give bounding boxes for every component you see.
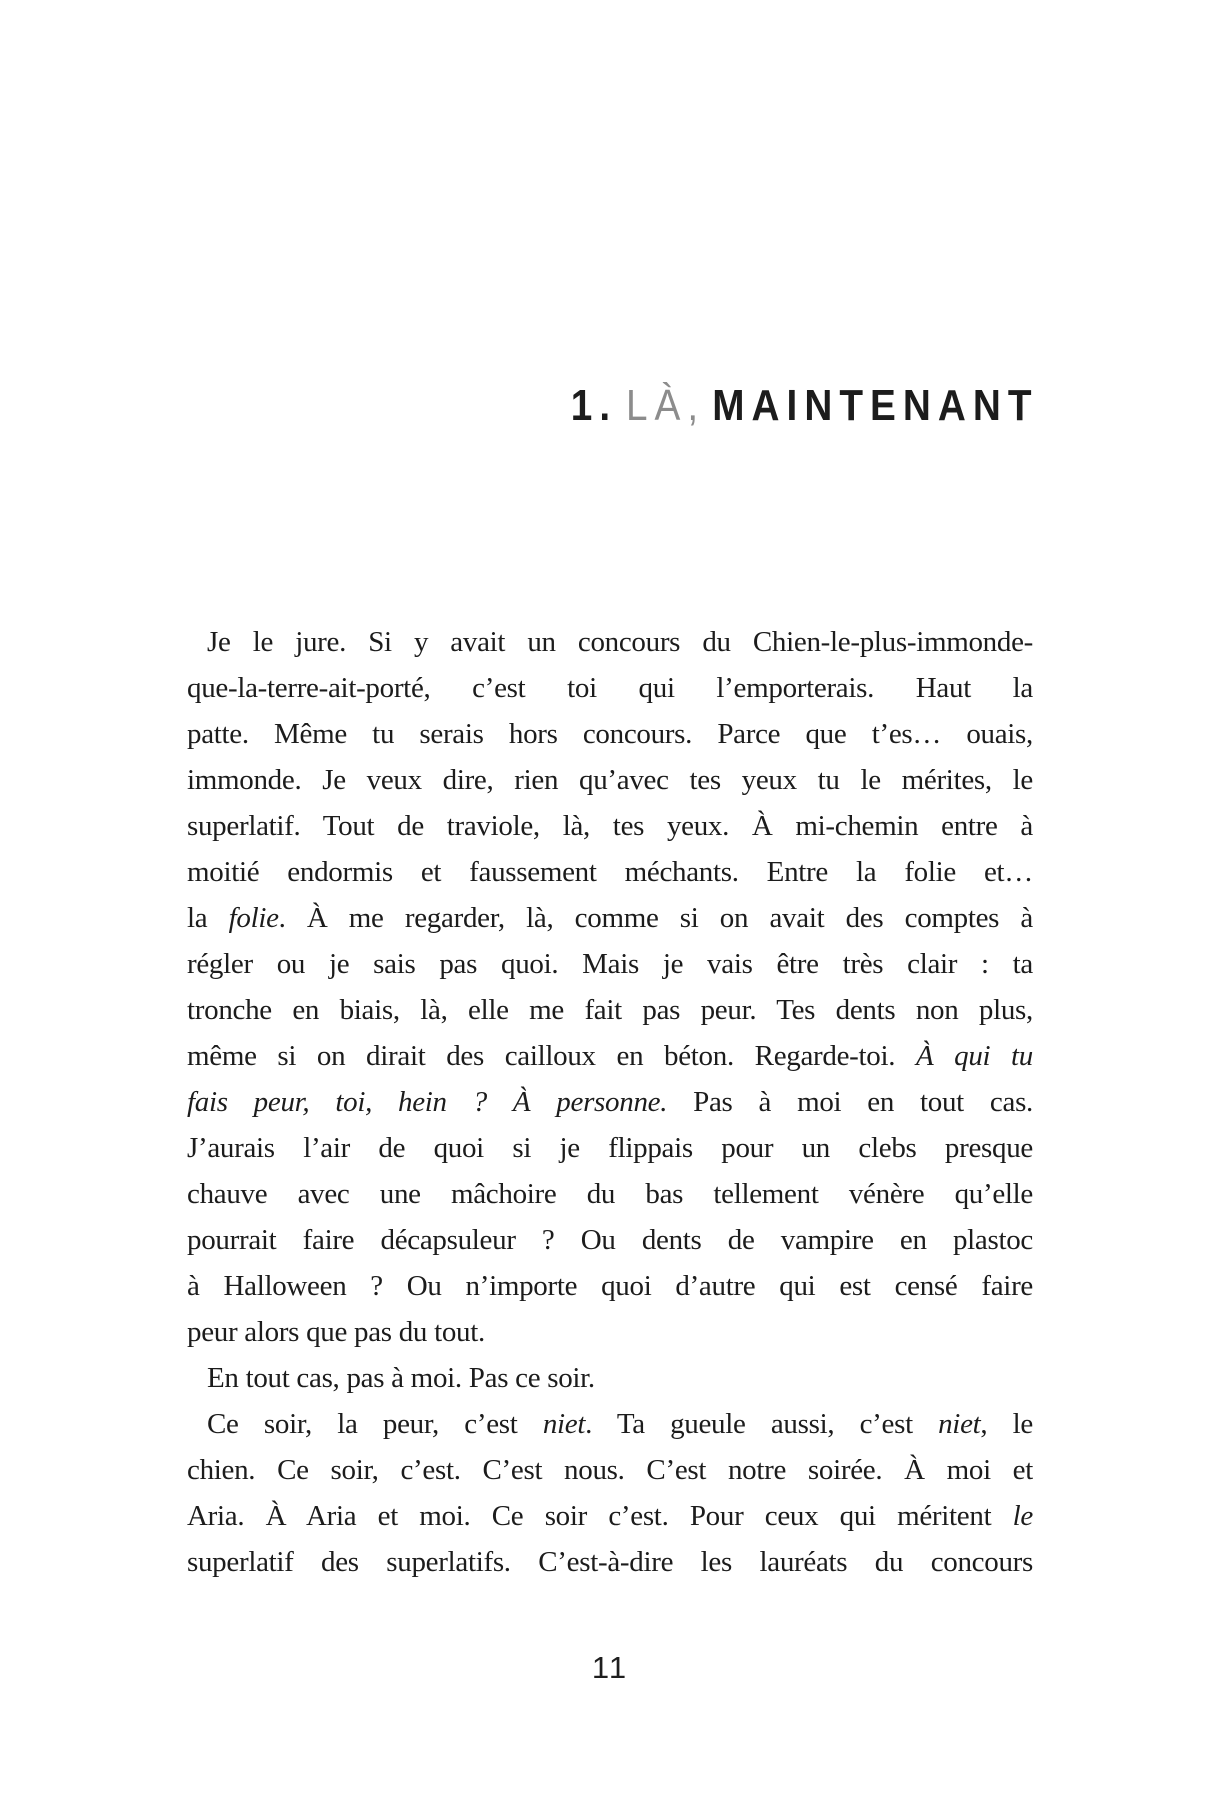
text-segment: Aria. À Aria et moi. Ce soir c’est. Pour ceux qui méritent (187, 1500, 1013, 1532)
text-line (187, 1493, 1033, 1539)
text-line (187, 1447, 1033, 1493)
text-segment: même si on dirait des cailloux en béton. Regarde-toi. (187, 1040, 916, 1072)
chapter-title-secondary: LÀ, (626, 381, 706, 430)
text-segment: En tout cas, pas à moi. Pas ce soir. (207, 1362, 595, 1394)
text-segment: . À me regarder, là, comme si on avait des comptes à (278, 902, 1033, 934)
text-segment: immonde. Je veux dire, rien qu’avec tes yeux tu le mérites, le (187, 764, 1033, 796)
text-line (187, 1217, 1033, 1263)
page-number: 11 (591, 1650, 629, 1685)
text-line (187, 987, 1033, 1033)
text-line (187, 711, 1033, 757)
text-line (187, 1033, 1033, 1079)
text-line (187, 941, 1033, 987)
text-line (187, 1401, 1033, 1447)
text-line (187, 1355, 1033, 1401)
text-segment: tronche en biais, là, elle me fait pas peur. Tes dents non plus, (187, 994, 1033, 1026)
text-segment: Pas à moi en tout cas. (667, 1086, 1033, 1118)
text-segment: patte. Même tu serais hors concours. Parce que t’es… ouais, (187, 718, 1033, 750)
text-segment-italic: niet (542, 1408, 586, 1440)
text-segment: superlatif des superlatifs. C’est-à-dire les lauréats du concours (187, 1546, 1033, 1578)
text-segment: que-la-terre-ait-porté, c’est toi qui l’emporterais. Haut la (187, 672, 1033, 704)
text-segment: moitié endormis et faussement méchants. Entre la folie et… (187, 856, 1033, 888)
text-segment: peur alors que pas du tout. (187, 1316, 485, 1348)
text-line (187, 1309, 1033, 1355)
chapter-number: 1. (571, 381, 618, 430)
text-line (187, 1125, 1033, 1171)
text-segment: , le (980, 1408, 1033, 1440)
text-line (187, 665, 1033, 711)
text-segment: Je le jure. Si y avait un concours du Chien-le-plus-immonde- (207, 626, 1033, 658)
text-segment: pourrait faire décapsuleur ? Ou dents de vampire en plastoc (187, 1224, 1033, 1256)
body-text (187, 619, 1033, 1585)
text-line (187, 1171, 1033, 1217)
text-segment: chauve avec une mâchoire du bas tellement vénère qu’elle (187, 1178, 1033, 1210)
text-line (187, 757, 1033, 803)
text-segment-italic: niet (938, 1408, 981, 1440)
text-segment: Ce soir, la peur, c’est (207, 1408, 543, 1440)
text-segment: superlatif. Tout de traviole, là, tes yeux. À mi-chemin entre à (187, 810, 1033, 842)
text-segment-italic: À qui tu (915, 1040, 1033, 1072)
text-line (187, 1079, 1033, 1125)
text-segment: régler ou je sais pas quoi. Mais je vais être très clair : ta (187, 948, 1033, 980)
text-line (187, 849, 1033, 895)
text-segment: . Ta gueule aussi, c’est (585, 1408, 939, 1440)
text-line (187, 1263, 1033, 1309)
text-segment-italic: le (1012, 1500, 1033, 1532)
text-segment-italic: folie (228, 902, 279, 934)
text-line (187, 619, 1033, 665)
text-line (187, 1539, 1033, 1585)
chapter-heading (571, 382, 1039, 430)
text-segment: J’aurais l’air de quoi si je flippais pour un clebs presque (187, 1132, 1033, 1164)
text-line (187, 895, 1033, 941)
chapter-title-primary: MAINTENANT (712, 381, 1039, 430)
text-segment: chien. Ce soir, c’est. C’est nous. C’est notre soirée. À moi et (187, 1454, 1033, 1486)
text-segment: la (187, 902, 229, 934)
text-segment: à Halloween ? Ou n’importe quoi d’autre qui est censé faire (187, 1270, 1033, 1302)
text-segment-italic: fais peur, toi, hein ? À personne. (187, 1086, 668, 1118)
text-line (187, 803, 1033, 849)
